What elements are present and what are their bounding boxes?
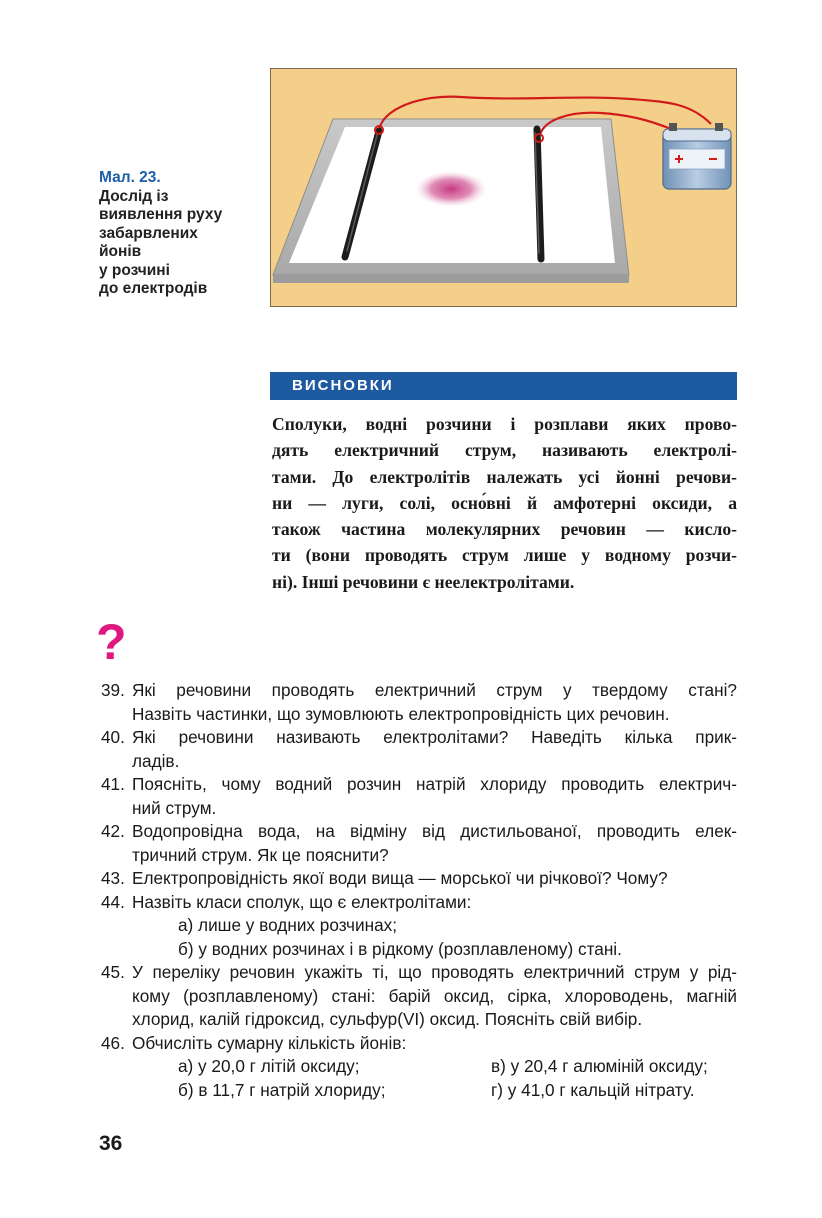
question-line: Назвіть частинки, що зумовлюють електропровідність цих речовин.	[132, 703, 670, 724]
question-option: в) у 20,4 г алюміній оксиду;	[491, 1056, 708, 1076]
question-number: 43.	[101, 868, 125, 888]
question-option: б) у водних розчинах і в рідкому (розплавленому) стані.	[178, 938, 622, 959]
question-number: 45.	[101, 962, 125, 982]
question-options-row	[132, 1055, 737, 1079]
question-line: хлорид, калій гідроксид, сульфур(VI) оксид. Поясніть свій вибір.	[132, 1009, 643, 1029]
question-line: ладів.	[132, 750, 180, 771]
experiment-drawing	[271, 69, 736, 306]
question-line: ний струм.	[132, 797, 217, 818]
figure-caption-title: Мал. 23.	[99, 169, 161, 186]
question-line: Назвіть класи сполук, що є електролітами:	[132, 891, 472, 912]
figure-caption-line: йонів	[99, 243, 142, 260]
question-line: Поясніть, чому водний розчин натрій хлориду проводить електрич-	[132, 774, 737, 794]
question-options	[132, 914, 737, 961]
question-number: 40.	[101, 727, 125, 747]
question-options-row	[132, 1079, 737, 1103]
figure-caption-line: у розчині	[99, 261, 170, 279]
question-45	[101, 961, 737, 1032]
question-line: Обчисліть сумарну кількість йонів:	[132, 1032, 407, 1053]
figure-caption-line: забарвлених	[99, 224, 198, 242]
question-39	[101, 679, 737, 726]
question-option: г) у 41,0 г кальцій нітрату.	[491, 1079, 695, 1100]
question-line: У переліку речовин укажіть ті, що проводять електричний струм у рід-	[132, 962, 737, 982]
conclusions-line: також частина молекулярних речовин — кисло-	[272, 519, 737, 540]
question-mark-icon: ?	[96, 614, 127, 670]
conclusions-line: ні). Інші речовини є неелектролітами.	[272, 571, 575, 592]
figure-caption	[99, 169, 264, 299]
battery	[663, 123, 731, 189]
figure-caption-line: виявлення руху	[99, 206, 223, 223]
question-option: а) у 20,0 г літій оксиду;	[178, 1056, 360, 1076]
question-number: 42.	[101, 821, 125, 841]
conclusions-header: ВИСНОВКИ	[270, 372, 737, 400]
question-44	[101, 891, 737, 962]
question-43	[101, 867, 737, 891]
question-40	[101, 726, 737, 773]
figure-caption-line: до електродів	[99, 280, 208, 297]
figure-caption-line: Дослід із	[99, 187, 169, 205]
page-number: 36	[99, 1132, 123, 1155]
conclusions-line: тами. До електролітів належать усі йонні речови-	[272, 466, 737, 487]
questions-list	[101, 679, 737, 1102]
question-line: Електропровідність якої води вища — морської чи річкової? Чому?	[132, 868, 668, 888]
question-line: Водопровідна вода, на відміну від дистильованої, проводить елек-	[132, 821, 737, 841]
question-number: 46.	[101, 1032, 125, 1053]
question-46	[101, 1032, 737, 1103]
question-42	[101, 820, 737, 867]
question-number: 39.	[101, 680, 125, 700]
question-line: Які речовини проводять електричний струм у твердому стані?	[132, 680, 737, 700]
conclusions-text	[272, 411, 737, 595]
conclusions-line: дять електричний струм, називають електролі-	[272, 440, 737, 461]
conclusions-line: Сполуки, водні розчини і розплави яких прово-	[272, 414, 737, 434]
question-option: б) в 11,7 г натрій хлориду;	[178, 1079, 386, 1100]
question-number: 41.	[101, 774, 125, 794]
experiment-illustration	[270, 68, 737, 307]
question-line: Які речовини називають електролітами? Наведіть кілька прик-	[132, 727, 737, 747]
question-line: кому (розплавленому) стані: барій оксид, сірка, хлороводень, магній	[132, 985, 737, 1006]
colored-ion-spot	[415, 171, 487, 207]
question-line: тричний струм. Як це пояснити?	[132, 844, 389, 865]
question-number: 44.	[101, 891, 125, 912]
question-41	[101, 773, 737, 820]
conclusions-line: ни — луги, солі, осно́вні й амфотерні оксиди, а	[272, 492, 737, 513]
conclusions-line: ти (вони проводять струм лише у водному розчи-	[272, 545, 737, 566]
question-option: а) лише у водних розчинах;	[178, 915, 397, 935]
